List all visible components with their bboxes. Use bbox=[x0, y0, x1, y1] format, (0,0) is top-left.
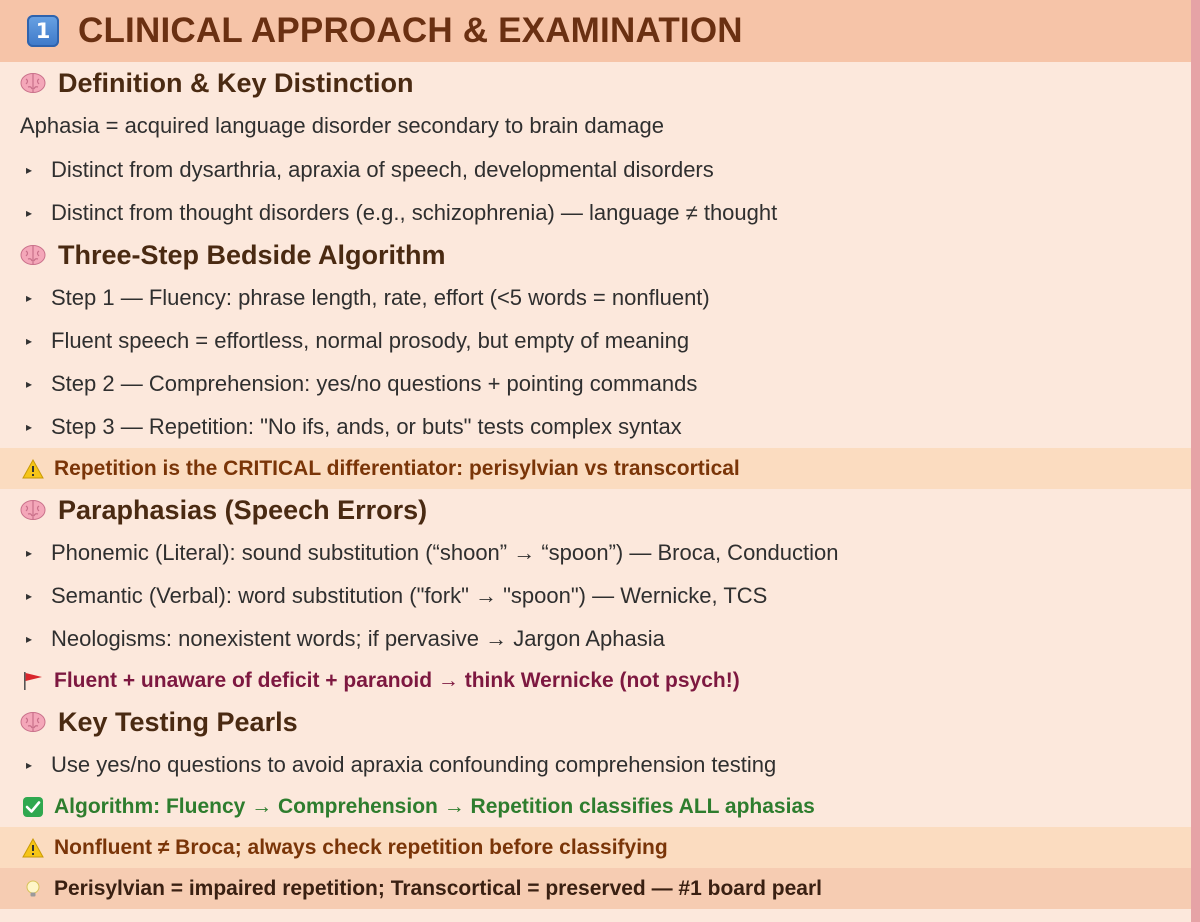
list-item-text: Phonemic (Literal): sound substitution (“shoon” → “spoon”) — Broca, Conduction bbox=[51, 539, 839, 565]
list-item-text: Use yes/no questions to avoid apraxia confounding comprehension testing bbox=[51, 751, 777, 777]
list-item bbox=[0, 362, 1191, 405]
warning-icon bbox=[22, 459, 44, 479]
list-item bbox=[0, 319, 1191, 362]
list-item bbox=[0, 531, 1191, 574]
section-heading-algorithm bbox=[0, 234, 1191, 276]
triangle-bullet-icon: ▸ bbox=[26, 162, 33, 177]
list-item bbox=[0, 191, 1191, 234]
list-item bbox=[0, 405, 1191, 448]
triangle-bullet-icon: ▸ bbox=[26, 631, 33, 646]
section-title: Definition & Key Distinction bbox=[58, 67, 414, 98]
brain-icon bbox=[20, 72, 46, 94]
triangle-bullet-icon: ▸ bbox=[26, 757, 33, 772]
section-title: Paraphasias (Speech Errors) bbox=[58, 494, 428, 525]
triangle-bullet-icon: ▸ bbox=[26, 376, 33, 391]
section-heading-paraphasias bbox=[0, 489, 1191, 531]
callout-text: Algorithm: Fluency → Comprehension → Repetition classifies ALL aphasias bbox=[54, 794, 815, 818]
lightbulb-icon bbox=[22, 879, 44, 899]
brain-icon bbox=[20, 244, 46, 266]
title-bar bbox=[0, 0, 1191, 62]
warning-icon bbox=[22, 838, 44, 858]
list-item-text: Semantic (Verbal): word substitution ("fork" → "spoon") — Wernicke, TCS bbox=[51, 582, 768, 608]
list-item-text: Distinct from dysarthria, apraxia of speech, developmental disorders bbox=[51, 156, 714, 182]
page-edge bbox=[1191, 0, 1200, 922]
section-heading-pearls bbox=[0, 701, 1191, 743]
triangle-bullet-icon: ▸ bbox=[26, 290, 33, 305]
red-flag-callout bbox=[0, 660, 1191, 701]
list-item bbox=[0, 617, 1191, 660]
list-item-text: Step 3 — Repetition: "No ifs, ands, or buts" tests complex syntax bbox=[51, 413, 682, 439]
triangle-bullet-icon: ▸ bbox=[26, 205, 33, 220]
triangle-bullet-icon: ▸ bbox=[26, 419, 33, 434]
warning-callout bbox=[0, 827, 1191, 868]
callout-text: Fluent + unaware of deficit + paranoid → think Wernicke (not psych!) bbox=[54, 668, 740, 692]
check-icon bbox=[22, 797, 44, 817]
brain-icon bbox=[20, 499, 46, 521]
callout-text: Repetition is the CRITICAL differentiator: perisylvian vs transcortical bbox=[54, 456, 740, 480]
triangle-bullet-icon: ▸ bbox=[26, 545, 33, 560]
section-title: Key Testing Pearls bbox=[58, 706, 298, 737]
list-item bbox=[0, 148, 1191, 191]
list-item-text: Step 1 — Fluency: phrase length, rate, effort (<5 words = nonfluent) bbox=[51, 284, 710, 310]
triangle-bullet-icon: ▸ bbox=[26, 588, 33, 603]
pearl-callout bbox=[0, 868, 1191, 909]
list-item-text: Neologisms: nonexistent words; if pervasive → Jargon Aphasia bbox=[51, 625, 665, 651]
warning-callout bbox=[0, 448, 1191, 489]
red-flag-icon bbox=[22, 671, 44, 691]
list-item-text: Fluent speech = effortless, normal prosody, but empty of meaning bbox=[51, 327, 690, 353]
brain-icon bbox=[20, 711, 46, 733]
list-item bbox=[0, 574, 1191, 617]
page-title: CLINICAL APPROACH & EXAMINATION bbox=[78, 11, 743, 50]
number-badge-icon: 1 bbox=[27, 15, 59, 47]
list-item-text: Step 2 — Comprehension: yes/no questions + pointing commands bbox=[51, 370, 698, 396]
callout-text: Nonfluent ≠ Broca; always check repetition before classifying bbox=[54, 835, 668, 859]
definition-intro: Aphasia = acquired language disorder secondary to brain damage bbox=[20, 113, 664, 138]
callout-text: Perisylvian = impaired repetition; Transcortical = preserved — #1 board pearl bbox=[54, 876, 822, 900]
list-item bbox=[0, 743, 1191, 786]
list-item-text: Distinct from thought disorders (e.g., schizophrenia) — language ≠ thought bbox=[51, 199, 778, 225]
section-title: Three-Step Bedside Algorithm bbox=[58, 239, 446, 270]
section-heading-definition bbox=[0, 62, 1191, 104]
check-callout bbox=[0, 786, 1191, 827]
triangle-bullet-icon: ▸ bbox=[26, 333, 33, 348]
list-item bbox=[0, 276, 1191, 319]
